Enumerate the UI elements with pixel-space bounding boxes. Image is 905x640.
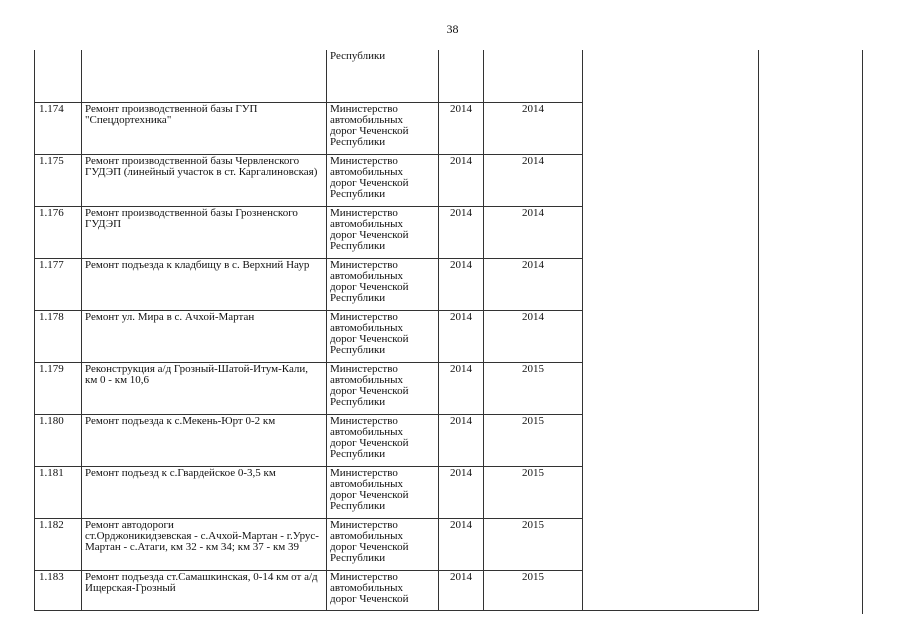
cell-start-year: 2014 bbox=[439, 206, 484, 258]
cell-name: Ремонт подъезда к кладбищу в с. Верхний Наур bbox=[82, 258, 327, 310]
table-row bbox=[35, 414, 759, 466]
table-row bbox=[35, 310, 759, 362]
cell-name: Ремонт производственной базы Червленского ГУДЭП (линейный участок в ст. Каргалиновская) bbox=[82, 154, 327, 206]
cell-name: Ремонт подъезд к с.Гвардейское 0-3,5 км bbox=[82, 466, 327, 518]
cell-owner: Министерство автомобильных дорог Чеченской Республики bbox=[327, 102, 439, 154]
cell-number: 1.180 bbox=[35, 414, 82, 466]
cell-end-year bbox=[484, 50, 583, 102]
cell-owner: Министерство автомобильных дорог Чеченской Республики bbox=[327, 414, 439, 466]
table-row bbox=[35, 518, 759, 570]
cell-number: 1.176 bbox=[35, 206, 82, 258]
cell-extra bbox=[583, 310, 759, 362]
cell-start-year: 2014 bbox=[439, 518, 484, 570]
table-row bbox=[35, 102, 759, 154]
cell-owner: Республики bbox=[327, 50, 439, 102]
table-row-continuation bbox=[35, 50, 759, 102]
cell-owner: Министерство автомобильных дорог Чеченской Республики bbox=[327, 206, 439, 258]
table-row bbox=[35, 154, 759, 206]
cell-end-year: 2015 bbox=[484, 570, 583, 610]
cell-extra bbox=[583, 414, 759, 466]
cell-number: 1.174 bbox=[35, 102, 82, 154]
cell-start-year: 2014 bbox=[439, 362, 484, 414]
cell-extra bbox=[583, 466, 759, 518]
cell-name bbox=[82, 50, 327, 102]
right-border-line bbox=[862, 50, 863, 614]
cell-extra bbox=[583, 258, 759, 310]
cell-start-year: 2014 bbox=[439, 258, 484, 310]
table-row bbox=[35, 258, 759, 310]
cell-number: 1.183 bbox=[35, 570, 82, 610]
cell-name: Ремонт подъезда к с.Мекень-Юрт 0-2 км bbox=[82, 414, 327, 466]
cell-extra bbox=[583, 102, 759, 154]
cell-start-year: 2014 bbox=[439, 102, 484, 154]
cell-end-year: 2014 bbox=[484, 154, 583, 206]
cell-name: Ремонт производственной базы Грозненского ГУДЭП bbox=[82, 206, 327, 258]
page-number: 38 bbox=[446, 22, 459, 36]
cell-end-year: 2014 bbox=[484, 206, 583, 258]
cell-extra bbox=[583, 50, 759, 102]
table-row bbox=[35, 362, 759, 414]
table-row bbox=[35, 570, 759, 610]
cell-number: 1.179 bbox=[35, 362, 82, 414]
cell-extra bbox=[583, 362, 759, 414]
table-row bbox=[35, 206, 759, 258]
cell-name: Ремонт производственной базы ГУП "Спецдортехника" bbox=[82, 102, 327, 154]
cell-number: 1.177 bbox=[35, 258, 82, 310]
cell-number: 1.175 bbox=[35, 154, 82, 206]
cell-name: Ремонт ул. Мира в с. Ачхой-Мартан bbox=[82, 310, 327, 362]
cell-owner: Министерство автомобильных дорог Чеченской Республики bbox=[327, 258, 439, 310]
cell-start-year: 2014 bbox=[439, 154, 484, 206]
cell-start-year: 2014 bbox=[439, 570, 484, 610]
cell-number: 1.178 bbox=[35, 310, 82, 362]
cell-extra bbox=[583, 206, 759, 258]
cell-name: Реконструкция а/д Грозный-Шатой-Итум-Кали, км 0 - км 10,6 bbox=[82, 362, 327, 414]
cell-owner: Министерство автомобильных дорог Чеченской Республики bbox=[327, 466, 439, 518]
cell-end-year: 2015 bbox=[484, 362, 583, 414]
cell-start-year: 2014 bbox=[439, 466, 484, 518]
cell-start-year bbox=[439, 50, 484, 102]
cell-owner: Министерство автомобильных дорог Чеченской Республики bbox=[327, 518, 439, 570]
cell-end-year: 2015 bbox=[484, 466, 583, 518]
cell-extra bbox=[583, 518, 759, 570]
cell-end-year: 2014 bbox=[484, 258, 583, 310]
cell-end-year: 2014 bbox=[484, 102, 583, 154]
table-row bbox=[35, 466, 759, 518]
cell-end-year: 2015 bbox=[484, 414, 583, 466]
program-table-wrap bbox=[34, 50, 759, 611]
cell-number bbox=[35, 50, 82, 102]
cell-end-year: 2014 bbox=[484, 310, 583, 362]
cell-number: 1.182 bbox=[35, 518, 82, 570]
cell-owner: Министерство автомобильных дорог Чеченской Республики bbox=[327, 310, 439, 362]
cell-owner: Министерство автомобильных дорог Чеченской Республики bbox=[327, 154, 439, 206]
cell-start-year: 2014 bbox=[439, 310, 484, 362]
cell-end-year: 2015 bbox=[484, 518, 583, 570]
cell-name: Ремонт автодороги ст.Орджоникидзевская - с.Ачхой-Мартан - г.Урус- Мартан - с.Атаги, км 32 - км 34; км 37 - км 39 bbox=[82, 518, 327, 570]
cell-owner: Министерство автомобильных дорог Чеченской bbox=[327, 570, 439, 610]
cell-number: 1.181 bbox=[35, 466, 82, 518]
cell-start-year: 2014 bbox=[439, 414, 484, 466]
cell-owner: Министерство автомобильных дорог Чеченской Республики bbox=[327, 362, 439, 414]
cell-extra bbox=[583, 154, 759, 206]
cell-name: Ремонт подъезда ст.Самашкинская, 0-14 км от а/д Ищерская-Грозный bbox=[82, 570, 327, 610]
program-table bbox=[34, 50, 759, 611]
cell-extra bbox=[583, 570, 759, 610]
